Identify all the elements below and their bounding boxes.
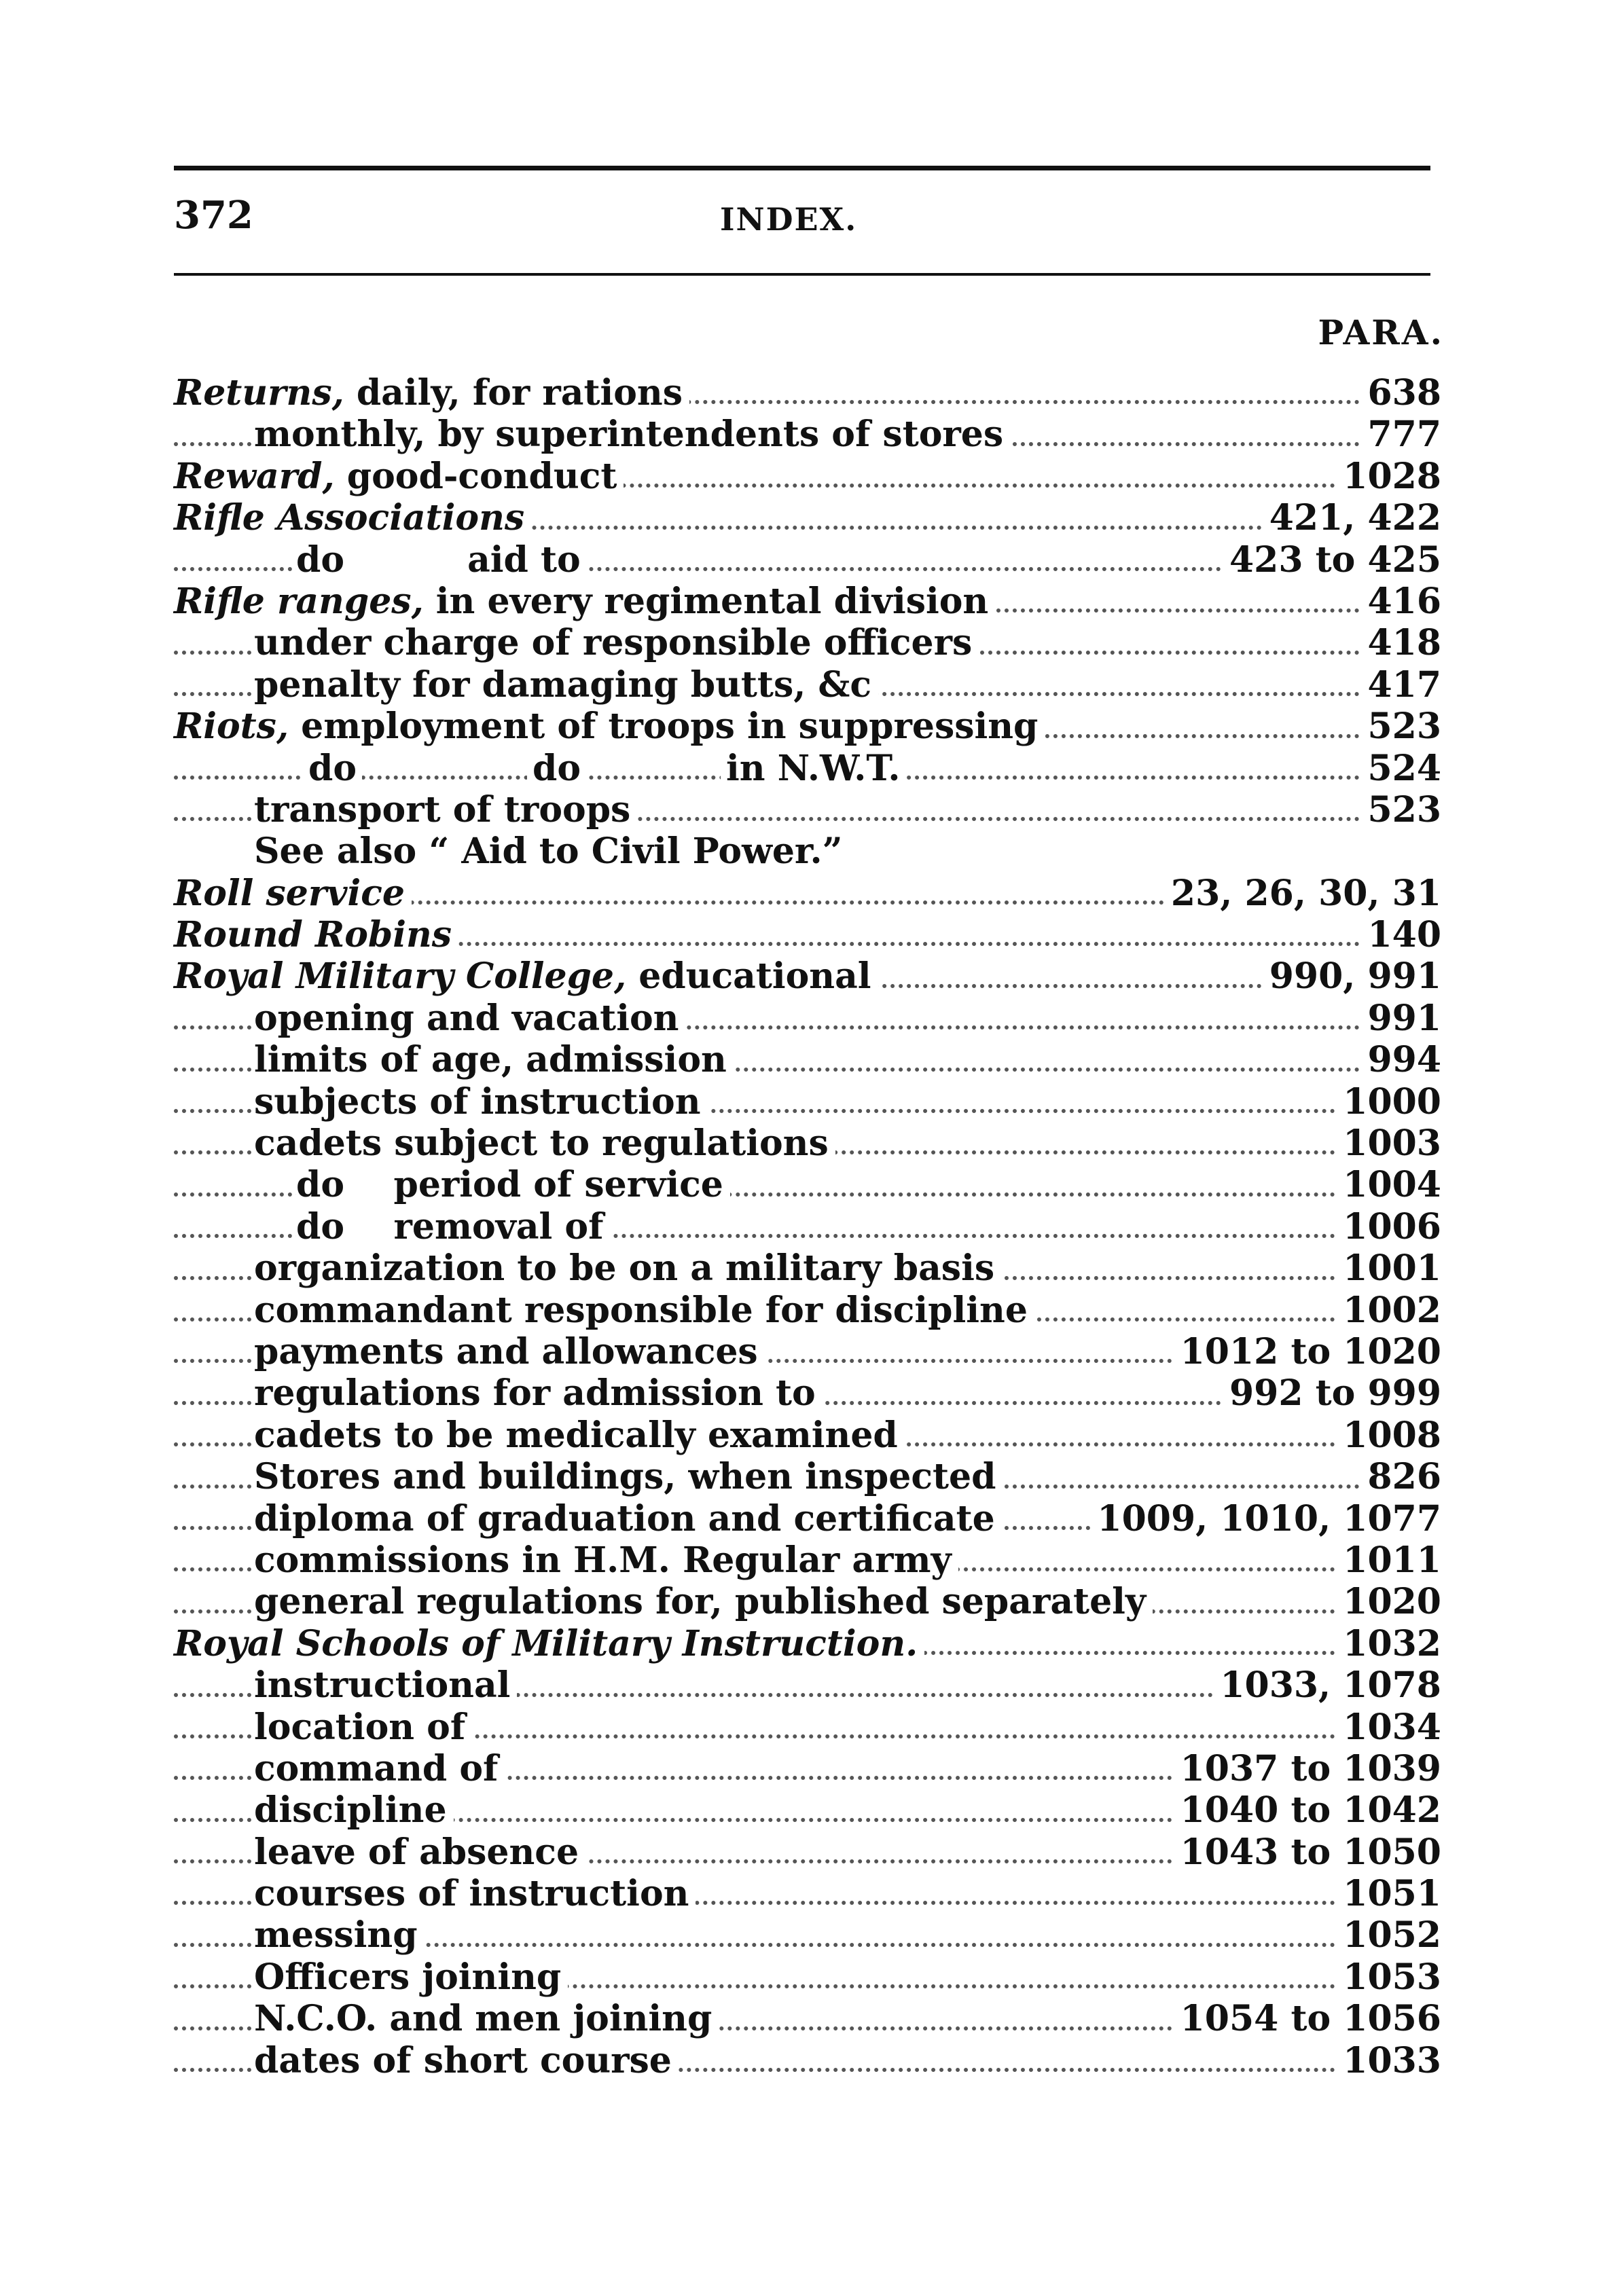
index-entry: [174, 1581, 1441, 1622]
entry-text: [254, 1832, 585, 1873]
index-entry: [174, 1415, 1441, 1456]
index-entry: [174, 664, 1441, 706]
entry-subheading: limits of age, admission: [254, 1039, 727, 1081]
paragraph-reference: 417: [1360, 664, 1441, 706]
entry-heading: Royal Military College,: [174, 955, 627, 998]
entry-subheading: See also “ Aid to Civil Power.”: [254, 831, 843, 873]
index-entry: [174, 1873, 1441, 1914]
paragraph-reference: 1037 to 1039: [1174, 1748, 1441, 1789]
entry-text: [254, 1539, 958, 1581]
entry-subheading: messing: [254, 1914, 418, 1956]
paragraph-reference: 1000: [1336, 1081, 1441, 1123]
entry-text: [174, 873, 412, 914]
entry-text: [254, 1998, 719, 2039]
entry-subheading: cadets subject to regulations: [254, 1123, 829, 1165]
index-entry: [174, 873, 1441, 914]
index-entry: [174, 1331, 1441, 1372]
entry-subheading: monthly, by superintendents of stores: [254, 414, 1004, 456]
column-head-para: PARA.: [1318, 312, 1444, 352]
paragraph-reference: 990, 991: [1263, 955, 1441, 997]
entry-text: [174, 914, 458, 955]
entry-subheading: dates of short course: [254, 2039, 672, 2081]
index-entry: [174, 955, 1441, 997]
index-entry: [174, 1539, 1441, 1581]
index-entry: [174, 1707, 1441, 1748]
entry-subheading: penalty for damaging butts, &c: [254, 663, 872, 706]
entry-subheading: general regulations for, published separately: [254, 1581, 1147, 1623]
entry-text: [254, 831, 850, 872]
entry-text: [296, 539, 588, 581]
entry-text: [174, 497, 531, 539]
index-entry: [174, 414, 1441, 455]
entry-text: [254, 664, 878, 706]
entry-text: [254, 1290, 1034, 1331]
paragraph-reference: 991: [1360, 998, 1441, 1039]
index-entry: [174, 581, 1441, 622]
entry-subheading: do removal of: [296, 1205, 604, 1247]
index-entry: [174, 831, 1441, 872]
entry-text: [254, 1581, 1153, 1622]
entry-subheading: transport of troops: [254, 788, 631, 831]
entry-text: [254, 1456, 1003, 1497]
entry-heading: Rifle ranges,: [174, 580, 424, 622]
entry-text: [254, 414, 1010, 455]
entry-text: [254, 622, 979, 663]
ditto-text: do: [303, 748, 362, 789]
index-entry: [174, 1081, 1441, 1123]
paragraph-reference: 1033: [1336, 2040, 1441, 2081]
paragraph-reference: 1040 to 1042: [1174, 1789, 1441, 1831]
entry-subheading: do aid to: [296, 539, 581, 581]
paragraph-reference: 1002: [1336, 1290, 1441, 1331]
entry-subheading: Officers joining: [254, 1956, 562, 1998]
entry-text: [174, 372, 689, 414]
entry-heading: Returns,: [174, 372, 344, 414]
index-entry: [174, 1914, 1441, 1956]
paragraph-reference: 994: [1360, 1039, 1441, 1080]
entry-text: [254, 998, 685, 1039]
entry-subheading: N.C.O. and men joining: [254, 1998, 712, 2040]
paragraph-reference: 421, 422: [1263, 497, 1441, 539]
index-entry: [174, 1623, 1441, 1664]
index-entries: [174, 372, 1441, 2081]
entry-text: [254, 1956, 568, 1998]
entry-text: [296, 1206, 610, 1247]
index-entry: [174, 1039, 1441, 1080]
entry-subheading: courses of instruction: [254, 1873, 689, 1915]
ditto-text: in N.W.T.: [721, 748, 905, 789]
paragraph-reference: 1043 to 1050: [1174, 1832, 1441, 1873]
entry-text: [254, 1331, 765, 1372]
index-entry: [174, 1956, 1441, 1998]
paragraph-reference: 826: [1360, 1456, 1441, 1497]
index-entry: [174, 789, 1441, 831]
index-entry: [174, 372, 1441, 414]
entry-subheading: under charge of responsible officers: [254, 622, 973, 664]
paragraph-reference: 523: [1360, 706, 1441, 747]
paragraph-reference: 1011: [1336, 1539, 1441, 1581]
paragraph-reference: 416: [1360, 581, 1441, 622]
paragraph-reference: 992 to 999: [1223, 1372, 1441, 1414]
index-entry: [174, 456, 1441, 497]
index-entry: [174, 1748, 1441, 1789]
entry-text: [254, 1415, 905, 1456]
entry-text: [296, 1164, 730, 1205]
paragraph-reference: 523: [1360, 789, 1441, 831]
index-entry: [174, 497, 1441, 539]
entry-text: [254, 1664, 517, 1706]
entry-text: [254, 1247, 1001, 1289]
entry-text: [254, 2040, 679, 2081]
entry-subheading: in every regimental division: [423, 580, 989, 622]
entry-text: [254, 1123, 835, 1164]
entry-text: [254, 789, 637, 831]
paragraph-reference: 1052: [1336, 1914, 1441, 1956]
entry-subheading: leave of absence: [254, 1831, 579, 1873]
top-rule: [174, 166, 1430, 170]
entry-subheading: discipline: [254, 1789, 447, 1832]
entry-subheading: good-conduct: [334, 455, 617, 497]
index-entry: [174, 1998, 1441, 2039]
entry-text: [174, 706, 1045, 747]
header-rule: [174, 273, 1430, 276]
paragraph-reference: 140: [1360, 914, 1441, 955]
index-entry: [174, 2040, 1441, 2081]
paragraph-reference: 1008: [1336, 1415, 1441, 1456]
index-entry: [174, 1664, 1441, 1706]
entry-text: [254, 1081, 708, 1123]
index-entry: [174, 1247, 1441, 1289]
entry-subheading: cadets to be medically examined: [254, 1414, 898, 1456]
entry-text: [174, 955, 878, 997]
entry-subheading: Stores and buildings, when inspected: [254, 1456, 996, 1498]
entry-heading: Roll service: [174, 872, 405, 914]
paragraph-reference: 1001: [1336, 1247, 1441, 1289]
entry-text: [254, 1914, 425, 1956]
paragraph-reference: 1012 to 1020: [1174, 1331, 1441, 1372]
paragraph-reference: 1028: [1336, 456, 1441, 497]
index-entry: [174, 706, 1441, 747]
entry-heading: Royal Schools of Military Instruction.: [174, 1622, 918, 1664]
paragraph-reference: 1004: [1336, 1164, 1441, 1205]
entry-subheading: employment of troops in suppressing: [289, 706, 1039, 748]
entry-heading: Riots,: [174, 706, 289, 748]
entry-subheading: instructional: [254, 1664, 511, 1707]
entry-subheading: commissions in H.M. Regular army: [254, 1539, 952, 1581]
index-entry: [174, 1206, 1441, 1247]
paragraph-reference: 1034: [1336, 1707, 1441, 1748]
entry-subheading: command of: [254, 1747, 499, 1789]
entry-heading: Reward,: [174, 455, 335, 497]
index-entry: [174, 1372, 1441, 1414]
entry-text: [254, 1372, 823, 1414]
index-entry: [174, 1164, 1441, 1205]
paragraph-reference: 1051: [1336, 1873, 1441, 1914]
index-entry: [174, 1456, 1441, 1497]
index-entry: [174, 1498, 1441, 1539]
ditto-text: do: [527, 748, 586, 789]
entry-heading: Round Robins: [174, 914, 452, 956]
entry-subheading: opening and vacation: [254, 997, 679, 1039]
paragraph-reference: 638: [1360, 372, 1441, 414]
entry-text: [174, 581, 995, 622]
entry-text: [254, 1498, 1002, 1539]
index-entry: [174, 1832, 1441, 1873]
entry-subheading: organization to be on a military basis: [254, 1247, 995, 1290]
paragraph-reference: 418: [1360, 622, 1441, 663]
paragraph-reference: 23, 26, 30, 31: [1164, 873, 1441, 914]
paragraph-reference: 1006: [1336, 1206, 1441, 1247]
paragraph-reference: 423 to 425: [1223, 539, 1441, 581]
entry-text: [254, 1789, 454, 1831]
paragraph-reference: 1033, 1078: [1213, 1664, 1441, 1706]
running-head: INDEX.: [720, 201, 858, 238]
paragraph-reference: 1053: [1336, 1956, 1441, 1998]
entry-subheading: subjects of instruction: [254, 1080, 701, 1123]
page-number: 372: [174, 193, 253, 238]
index-entry: [174, 539, 1441, 581]
index-entry: [174, 1789, 1441, 1831]
paragraph-reference: 1009, 1010, 1077: [1090, 1498, 1441, 1539]
paragraph-reference: 524: [1360, 748, 1441, 789]
entry-subheading: location of: [254, 1706, 466, 1748]
paragraph-reference: 1054 to 1056: [1174, 1998, 1441, 2039]
entry-subheading: payments and allowances: [254, 1330, 758, 1372]
paragraph-reference: 777: [1360, 414, 1441, 455]
entry-text: [254, 1873, 696, 1914]
index-entry: [174, 998, 1441, 1039]
index-entry: [174, 914, 1441, 955]
entry-subheading: diploma of graduation and certificate: [254, 1497, 995, 1539]
entry-text: [254, 1748, 505, 1789]
entry-subheading: educational: [626, 955, 871, 998]
index-entry: [174, 622, 1441, 663]
paragraph-reference: 1032: [1336, 1623, 1441, 1664]
index-entry: [174, 1290, 1441, 1331]
entry-heading: Rifle Associations: [174, 497, 525, 539]
index-entry: [174, 1123, 1441, 1164]
entry-text: [254, 1039, 734, 1080]
entry-subheading: commandant responsible for discipline: [254, 1289, 1028, 1331]
entry-subheading: regulations for admission to: [254, 1372, 816, 1415]
entry-text: [174, 456, 624, 497]
index-entry: [174, 748, 1441, 789]
paragraph-reference: 1020: [1336, 1581, 1441, 1622]
entry-subheading: daily, for rations: [344, 372, 683, 414]
entry-subheading: do period of service: [296, 1164, 723, 1206]
entry-text: [174, 1623, 924, 1664]
entry-text: [254, 1707, 472, 1748]
paragraph-reference: 1003: [1336, 1123, 1441, 1164]
